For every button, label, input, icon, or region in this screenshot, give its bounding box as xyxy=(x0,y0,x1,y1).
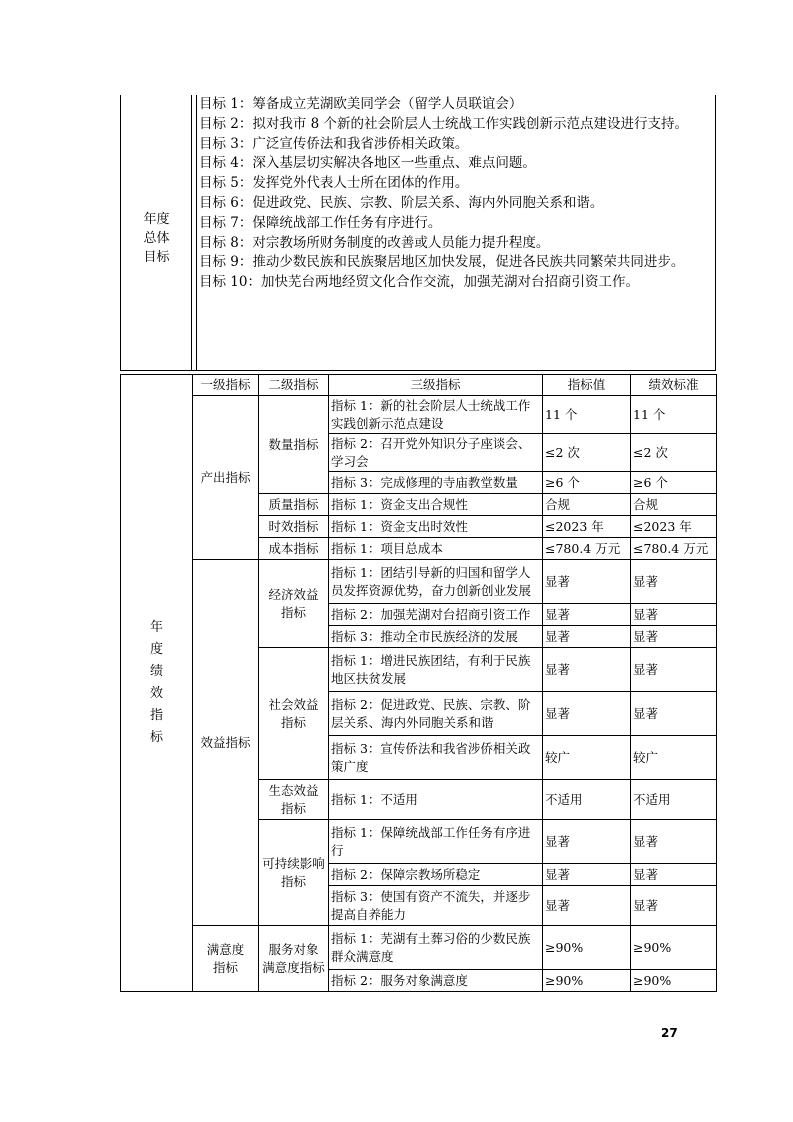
header-standard: 绩效标准 xyxy=(631,375,717,396)
l2-quality: 质量指标 xyxy=(259,494,329,516)
standard-cell: 较广 xyxy=(631,736,717,780)
l3-cell: 指标 1：项目总成本 xyxy=(329,538,543,560)
goal-item: 目标 2：拟对我市 8 个新的社会阶层人士统战工作实践创新示范点建设进行支持。 xyxy=(199,115,689,132)
goal-item: 目标 8：对宗教场所财务制度的改善或人员能力提升程度。 xyxy=(199,234,550,251)
l3-cell: 指标 2：召开党外知识分子座谈会、学习会 xyxy=(329,434,543,472)
standard-cell: 显著 xyxy=(631,692,717,736)
table-row xyxy=(121,926,717,970)
l3-cell: 指标 1：增进民族团结，有利于民族地区扶贫发展 xyxy=(329,648,543,692)
l3-cell: 指标 2：服务对象满意度 xyxy=(329,970,543,992)
value-cell: 合规 xyxy=(543,494,631,516)
l2-service-satisfaction: 服务对象 满意度指标 xyxy=(259,926,329,992)
goal-item: 目标 3：广泛宣传侨法和我省涉侨相关政策。 xyxy=(199,135,469,152)
l3-cell: 指标 3：推动全市民族经济的发展 xyxy=(329,626,543,648)
value-cell: 显著 xyxy=(543,886,631,926)
l2-ecological: 生态效益 指标 xyxy=(259,780,329,820)
annual-goals-list xyxy=(196,95,715,370)
standard-cell: 显著 xyxy=(631,648,717,692)
goal-item: 目标 9：推动少数民族和民族聚居地区加快发展，促进各民族共同繁荣共同进步。 xyxy=(199,254,685,271)
header-level2: 二级指标 xyxy=(259,375,329,396)
standard-cell: ≤2023 年 xyxy=(631,516,717,538)
standard-cell: ≥6 个 xyxy=(631,472,717,494)
annual-goals-label-cell xyxy=(121,95,192,370)
l3-cell: 指标 1：保障统战部工作任务有序进行 xyxy=(329,820,543,864)
l3-cell: 指标 1：资金支出合规性 xyxy=(329,494,543,516)
standard-cell: ≤2 次 xyxy=(631,434,717,472)
header-value: 指标值 xyxy=(543,375,631,396)
l2-quantity: 数量指标 xyxy=(259,396,329,494)
value-cell: 显著 xyxy=(543,864,631,886)
l2-cost: 成本指标 xyxy=(259,538,329,560)
goal-item: 目标 4：深入基层切实解决各地区一些重点、难点问题。 xyxy=(199,155,536,172)
value-cell: 11 个 xyxy=(543,396,631,434)
goal-item: 目标 10：加快芜台两地经贸文化合作交流，加强芜湖对台招商引资工作。 xyxy=(199,274,639,291)
goal-item: 目标 5：发挥党外代表人士所在团体的作用。 xyxy=(199,175,469,192)
page-number: 27 xyxy=(661,1026,678,1040)
l1-benefit: 效益指标 xyxy=(193,560,259,926)
table-header-row xyxy=(121,375,717,396)
goal-item: 目标 7：保障统战部工作任务有序进行。 xyxy=(199,214,442,231)
value-cell: 显著 xyxy=(543,692,631,736)
l3-cell: 指标 2：保障宗教场所稳定 xyxy=(329,864,543,886)
value-cell: ≥6 个 xyxy=(543,472,631,494)
standard-cell: 显著 xyxy=(631,864,717,886)
value-cell: 显著 xyxy=(543,820,631,864)
performance-indicators-table xyxy=(120,374,717,992)
l3-cell: 指标 2：促进政党、民族、宗教、阶层关系、海内外同胞关系和谐 xyxy=(329,692,543,736)
standard-cell: 显著 xyxy=(631,886,717,926)
standard-cell: 显著 xyxy=(631,626,717,648)
standard-cell: 合规 xyxy=(631,494,717,516)
standard-cell: 不适用 xyxy=(631,780,717,820)
table-row xyxy=(121,396,717,434)
goal-item: 目标 6：促进政党、民族、宗教、阶层关系、海内外同胞关系和谐。 xyxy=(199,194,604,211)
l2-sustainable: 可持续影响 指标 xyxy=(259,820,329,926)
header-level1: 一级指标 xyxy=(193,375,259,396)
l3-cell: 指标 1：资金支出时效性 xyxy=(329,516,543,538)
goal-item: 目标 1：筹备成立芜湖欧美同学会（留学人员联谊会） xyxy=(199,96,523,112)
value-cell: 显著 xyxy=(543,604,631,626)
header-level3: 三级指标 xyxy=(329,375,543,396)
standard-cell: 11 个 xyxy=(631,396,717,434)
standard-cell: ≤780.4 万元 xyxy=(631,538,717,560)
performance-label-cell: 年 度 绩 效 指 标 xyxy=(121,375,193,992)
value-cell: 较广 xyxy=(543,736,631,780)
value-cell: ≤2023 年 xyxy=(543,516,631,538)
l2-economic: 经济效益 指标 xyxy=(259,560,329,648)
annual-goals-label: 年度 总体 目标 xyxy=(143,212,170,265)
l3-cell: 指标 1：芜湖有土葬习俗的少数民族群众满意度 xyxy=(329,926,543,970)
annual-goals-table xyxy=(120,95,716,371)
l1-satisfaction: 满意度 指标 xyxy=(193,926,259,992)
l3-cell: 指标 3：使国有资产不流失，并逐步提高自养能力 xyxy=(329,886,543,926)
value-cell: ≥90% xyxy=(543,926,631,970)
l3-cell: 指标 3：完成修理的寺庙教堂数量 xyxy=(329,472,543,494)
l3-cell: 指标 3：宣传侨法和我省涉侨相关政策广度 xyxy=(329,736,543,780)
standard-cell: ≥90% xyxy=(631,970,717,992)
standard-cell: 显著 xyxy=(631,820,717,864)
value-cell: ≤780.4 万元 xyxy=(543,538,631,560)
l3-cell: 指标 1：不适用 xyxy=(329,780,543,820)
standard-cell: 显著 xyxy=(631,560,717,604)
l3-cell: 指标 1：新的社会阶层人士统战工作实践创新示范点建设 xyxy=(329,396,543,434)
value-cell: ≥90% xyxy=(543,970,631,992)
l2-timeliness: 时效指标 xyxy=(259,516,329,538)
l3-cell: 指标 1：团结引导新的归国和留学人员发挥资源优势，奋力创新创业发展 xyxy=(329,560,543,604)
l2-social: 社会效益 指标 xyxy=(259,648,329,780)
value-cell: 不适用 xyxy=(543,780,631,820)
l3-cell: 指标 2：加强芜湖对台招商引资工作 xyxy=(329,604,543,626)
standard-cell: ≥90% xyxy=(631,926,717,970)
value-cell: ≤2 次 xyxy=(543,434,631,472)
value-cell: 显著 xyxy=(543,560,631,604)
table-row xyxy=(121,560,717,604)
value-cell: 显著 xyxy=(543,626,631,648)
value-cell: 显著 xyxy=(543,648,631,692)
standard-cell: 显著 xyxy=(631,604,717,626)
l1-output: 产出指标 xyxy=(193,396,259,560)
